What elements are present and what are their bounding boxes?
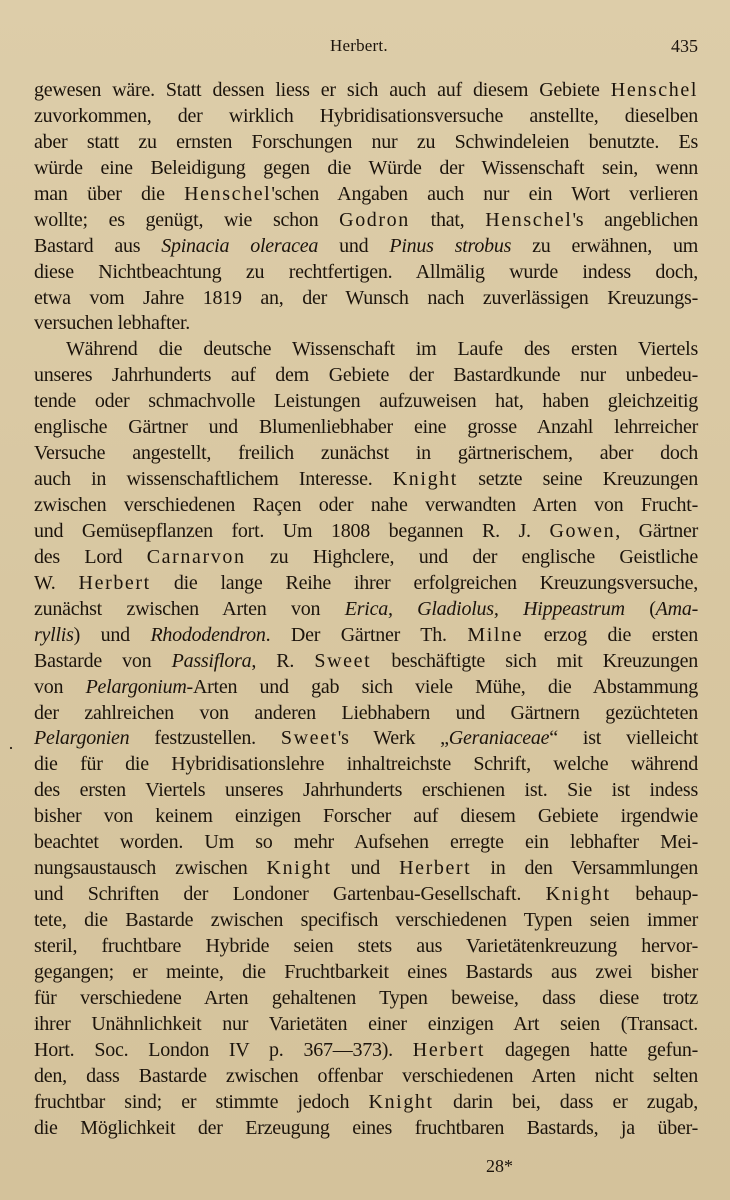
- text-run: zunächst zwischen Arten von: [34, 597, 345, 620]
- text-run: beachtet worden. Um so mehr Aufsehen erregte ein lebhafter Mei-: [34, 831, 698, 854]
- text-run: 's angeblichen: [572, 208, 698, 231]
- text-run: und: [318, 234, 390, 257]
- text-run: man über die: [34, 182, 185, 205]
- text-line: [34, 856, 698, 882]
- text-run: bisher von keinem einzigen Forscher auf diesem Gebiete irgendwie: [34, 805, 698, 828]
- text-run: der zahlreichen von anderen Liebhabern und Gärtnern gezüchteten: [34, 701, 698, 724]
- text-run: für verschiedene Arten gehaltenen Typen beweise, dass diese trotz: [34, 986, 698, 1009]
- text-run: 'schen Angaben auch nur ein Wort verlieren: [271, 182, 699, 205]
- spaced-name: Henschel: [610, 79, 698, 101]
- text-run: zu erwähnen, um: [511, 234, 698, 257]
- text-run: versuchen lebhafter.: [34, 312, 191, 335]
- text-line: [34, 623, 698, 649]
- text-run: und: [331, 857, 400, 880]
- italic-term: Pelargonium: [85, 675, 187, 698]
- text-line: [34, 363, 698, 389]
- italic-term: Passiflora: [171, 649, 252, 672]
- text-line: [34, 130, 698, 156]
- text-line: [34, 960, 698, 986]
- spaced-name: Knight: [368, 1090, 434, 1113]
- spaced-name: Carnarvon: [146, 545, 246, 568]
- text-run: zwischen verschiedenen Raçen oder nahe verwandten Arten von Frucht-: [34, 494, 698, 516]
- text-run: zuvorkommen, der wirklich Hybridisationsversuche anstellte, dieselben: [34, 104, 698, 127]
- spaced-name: Sweet: [314, 649, 372, 672]
- text-run: Hort. Soc. London IV p. 367—373).: [34, 1038, 413, 1061]
- running-head: Herbert.: [330, 36, 388, 55]
- text-line: [34, 311, 698, 337]
- text-line: [34, 441, 698, 467]
- text-run: W.: [34, 571, 79, 594]
- text-run: fruchtbar sind; er stimmte jedoch: [34, 1090, 369, 1113]
- spaced-name: Henschel: [184, 182, 272, 205]
- text-run: dagegen hatte gefun-: [485, 1038, 699, 1061]
- text-line: [34, 908, 698, 934]
- text-line: [34, 104, 698, 130]
- text-line: [34, 830, 698, 856]
- spaced-name: Knight: [266, 857, 332, 880]
- text-run: festzustellen.: [129, 727, 281, 750]
- text-run: englische Gärtner und Blumenliebhaber eine grosse Anzahl lehrreicher: [34, 416, 698, 439]
- text-line: [34, 986, 698, 1012]
- text-line: [34, 597, 698, 623]
- italic-term: ryllis: [34, 623, 74, 646]
- text-line: [34, 726, 698, 752]
- italic-term: Spinacia oleracea: [161, 234, 319, 257]
- spaced-name: Sweet: [280, 727, 338, 750]
- text-line: [34, 286, 698, 312]
- text-line: [34, 571, 698, 597]
- signature-mark: 28*: [486, 1156, 513, 1176]
- text-run: gewesen wäre. Statt dessen liess er sich auch auf diesem Gebiete: [34, 79, 611, 101]
- text-line: [34, 1116, 698, 1142]
- text-line: [34, 752, 698, 778]
- text-run: von: [34, 675, 86, 698]
- text-line: [34, 804, 698, 830]
- text-run: darin bei, dass er zugab,: [433, 1090, 699, 1113]
- text-line: [34, 208, 698, 234]
- text-run: ihrer Unähnlichkeit nur Varietäten einer einzigen Art seien (Transact.: [34, 1012, 698, 1035]
- spaced-name: Herbert: [78, 571, 151, 594]
- italic-term: Rhododendron: [150, 623, 266, 646]
- page-number: 435: [671, 36, 698, 56]
- body-text: [34, 78, 698, 1141]
- text-run: tete, die Bastarde zwischen specifisch verschiedenen Typen seien immer: [34, 909, 698, 931]
- text-run: würde eine Beleidigung gegen die Würde der Wissenschaft sein, wenn: [34, 156, 698, 179]
- spaced-name: Herbert: [399, 857, 472, 880]
- text-run: 's Werk „: [337, 727, 449, 750]
- text-line: [34, 389, 698, 415]
- text-run: des Lord: [34, 545, 147, 568]
- text-run: behaup-: [610, 883, 698, 906]
- text-run: gegangen; er meinte, die Fruchtbarkeit eines Bastards aus zwei bisher: [34, 960, 698, 983]
- italic-term: Ama-: [655, 597, 698, 620]
- text-run: Versuche angestellt, freilich zunächst in gärtnerischem, aber doch: [34, 442, 698, 465]
- text-run: die für die Hybridisationslehre inhaltreichste Schrift, welche während: [34, 753, 698, 776]
- text-run: und Schriften der Londoner Gartenbau-Gesellschaft.: [34, 883, 546, 906]
- text-run: wollte; es genügt, wie schon: [34, 208, 340, 231]
- text-line: [34, 156, 698, 182]
- text-run: unseres Jahrhunderts auf dem Gebiete der Bastardkunde nur unbedeu-: [34, 364, 698, 387]
- text-line: [34, 260, 698, 286]
- text-run: beschäftigte sich mit Kreuzungen: [371, 649, 698, 672]
- italic-term: Pinus strobus: [389, 234, 512, 257]
- text-run: die Möglichkeit der Erzeugung eines fruchtbaren Bastards, ja über-: [34, 1116, 698, 1139]
- text-run: in den Versammlungen: [471, 857, 699, 880]
- text-line: [34, 1012, 698, 1038]
- spaced-name: Gowen: [549, 519, 616, 542]
- text-line: [34, 234, 698, 260]
- text-line: [34, 934, 698, 960]
- text-line: [34, 545, 698, 571]
- text-run: den, dass Bastarde zwischen offenbar verschiedenen Arten nicht selten: [34, 1064, 698, 1087]
- text-line: [34, 649, 698, 675]
- text-line: [34, 778, 698, 804]
- text-run: (: [624, 597, 656, 620]
- text-run: diese Nichtbeachtung zu rechtfertigen. Allmälig wurde indess doch,: [34, 260, 698, 283]
- text-run: die lange Reihe ihrer erfolgreichen Kreuzungsversuche,: [150, 571, 699, 594]
- text-line: [34, 701, 698, 727]
- text-run: auch in wissenschaftlichem Interesse.: [34, 468, 393, 491]
- text-run: erzog die ersten: [523, 623, 698, 646]
- spaced-name: Knight: [545, 883, 611, 906]
- spaced-name: Henschel: [485, 208, 573, 231]
- text-line: [34, 415, 698, 441]
- text-run: Bastard aus: [34, 234, 162, 257]
- text-run: Bastarde von: [34, 649, 172, 672]
- text-run: ) und: [73, 623, 151, 646]
- text-line: [34, 337, 698, 363]
- text-run: und Gemüsepflanzen fort. Um 1808 begannen R. J.: [34, 519, 550, 542]
- text-line: [34, 78, 698, 104]
- italic-term: Pelargonien: [34, 727, 130, 750]
- text-run: . Der Gärtner Th.: [265, 623, 468, 646]
- text-run: etwa vom Jahre 1819 an, der Wunsch nach zuverlässigen Kreuzungs-: [34, 286, 698, 309]
- spaced-name: Godron: [339, 208, 410, 231]
- text-line: [34, 182, 698, 208]
- text-run: steril, fruchtbare Hybride seien stets aus Varietätenkreuzung hervor-: [34, 934, 698, 957]
- text-line: [34, 519, 698, 545]
- text-run: Während die deutsche Wissenschaft im Laufe des ersten Viertels: [66, 338, 698, 361]
- text-line: [34, 1090, 698, 1116]
- text-run: “ ist vielleicht: [549, 727, 699, 750]
- italic-term: Geraniaceae: [448, 727, 550, 750]
- text-run: , R.: [251, 649, 315, 672]
- text-line: [34, 493, 698, 519]
- text-run: , Gärtner: [615, 519, 699, 542]
- text-line: [34, 1038, 698, 1064]
- text-run: des ersten Viertels unseres Jahrhunderts erschienen ist. Sie ist indess: [34, 779, 698, 802]
- text-line: [34, 1064, 698, 1090]
- spaced-name: Milne: [467, 623, 524, 646]
- text-run: -Arten und gab sich viele Mühe, die Abstammung: [186, 675, 698, 698]
- text-line: [34, 675, 698, 701]
- text-run: that,: [409, 208, 486, 231]
- text-run: setzte seine Kreuzungen: [457, 468, 698, 491]
- text-line: [34, 882, 698, 908]
- margin-mark: ·: [8, 738, 14, 758]
- text-run: aber statt zu ernsten Forschungen nur zu Schwindeleien benutzte. Es: [34, 130, 698, 153]
- text-line: [34, 467, 698, 493]
- spaced-name: Herbert: [412, 1038, 486, 1061]
- text-run: tende oder schmachvolle Leistungen aufzuweisen hat, haben gleichzeitig: [34, 390, 698, 413]
- italic-term: Erica, Gladiolus, Hippeastrum: [344, 597, 625, 620]
- text-run: zu Highclere, und der englische Geistliche: [245, 545, 698, 568]
- text-run: nungsaustausch zwischen: [34, 857, 267, 880]
- spaced-name: Knight: [392, 468, 458, 491]
